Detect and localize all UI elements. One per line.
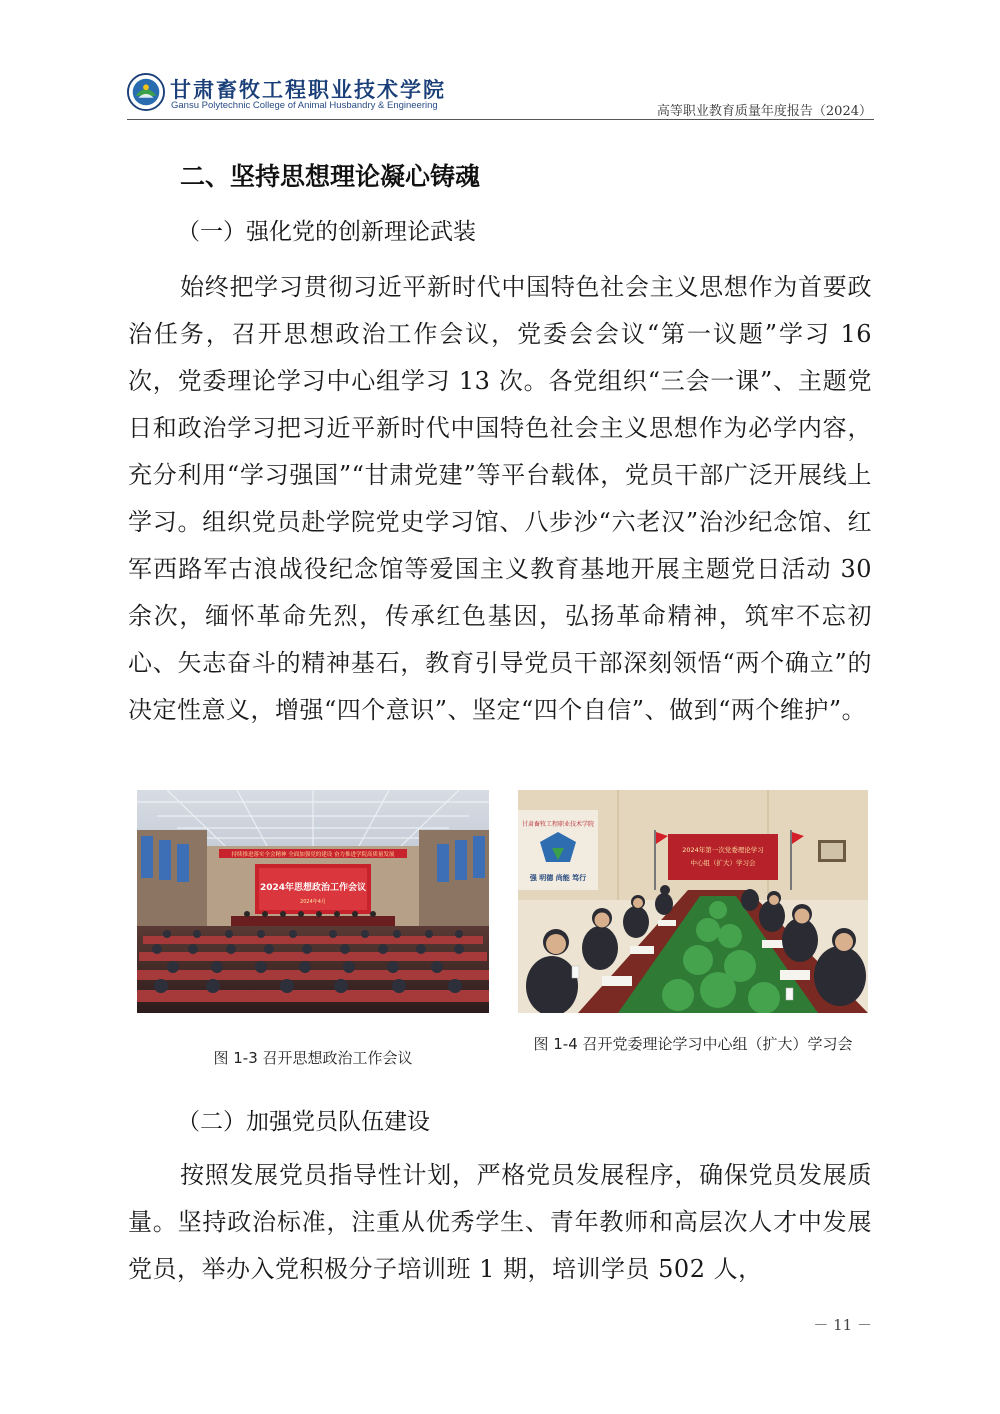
subsection-title-2: （二）加强党员队伍建设 bbox=[177, 1109, 430, 1135]
subsection-title-1: （一）强化党的创新理论武装 bbox=[177, 219, 476, 245]
wall-slogan: 强 明德 尚能 笃行 bbox=[529, 874, 587, 882]
figure-1-caption: 图 1-3 召开思想政治工作会议 bbox=[213, 1049, 413, 1067]
college-name-cn: 甘肃畜牧工程职业技术学院 bbox=[170, 78, 446, 102]
study-session-illustration bbox=[518, 790, 868, 1013]
page-number: － 11 － bbox=[813, 1316, 872, 1334]
report-title: 高等职业教育质量年度报告（2024） bbox=[656, 104, 872, 119]
hall-screen-title: 2024年思想政治工作会议 bbox=[259, 883, 367, 893]
figure-2-photo bbox=[518, 790, 868, 1013]
figure-2-caption: 图 1-4 召开党委理论学习中心组（扩大）学习会 bbox=[533, 1035, 853, 1053]
session-banner-line2: 中心组（扩大）学习会 bbox=[690, 859, 756, 867]
figure-1-photo bbox=[137, 790, 489, 1013]
page-header bbox=[0, 0, 1000, 130]
college-name-en: Gansu Polytechnic College of Animal Husbandry & Engineering bbox=[171, 100, 438, 111]
hall-screen-date: 2024年4月 bbox=[300, 899, 326, 905]
session-banner-line1: 2024年第一次党委理论学习 bbox=[682, 846, 764, 854]
body-paragraph-1: 始终把学习贯彻习近平新时代中国特色社会主义思想作为首要政治任务，召开思想政治工作会议，党委会会议“第一议题”学习 16 次，党委理论学习中心组学习 13 次。各党组织“三会一课”、主题党日和政治学习把习近平新时代中国特色社会主义思想作为必学内容，充分利用“学习强国”“甘肃党建”等平台载体，党员干部广泛开展线上学习。组织党员赴学院党史学习馆、八步沙“六老汉”治沙纪念馆、红军西路军古浪战役纪念馆等爱国主义教育基地开展主题党日活动 30 余次，缅怀革命先烈，传承红色基因，弘扬革命精神，筑牢不忘初心、矢志奋斗的精神基石，教育引导党员干部深刻领悟“两个确立”的决定性意义，增强“四个意识”、坚定“四个自信”、做到“两个维护”。 bbox=[128, 273, 872, 724]
section-title: 二、坚持思想理论凝心铸魂 bbox=[180, 162, 481, 191]
body-paragraph-2: 按照发展党员指导性计划，严格党员发展程序，确保党员发展质量。坚持政治标准，注重从优秀学生、青年教师和高层次人才中发展党员，举办入党积极分子培训班 1 期，培训学员 502 人， bbox=[128, 1161, 872, 1283]
hall-top-banner-text: 持续推进落实全会精神 全面加强党的建设 奋力推进学院高质量发展 bbox=[231, 852, 395, 858]
conference-hall-illustration bbox=[137, 790, 489, 1013]
college-logo-icon bbox=[127, 73, 165, 111]
header-divider bbox=[127, 119, 874, 120]
wall-college-name: 甘肃畜牧工程职业技术学院 bbox=[521, 821, 595, 828]
